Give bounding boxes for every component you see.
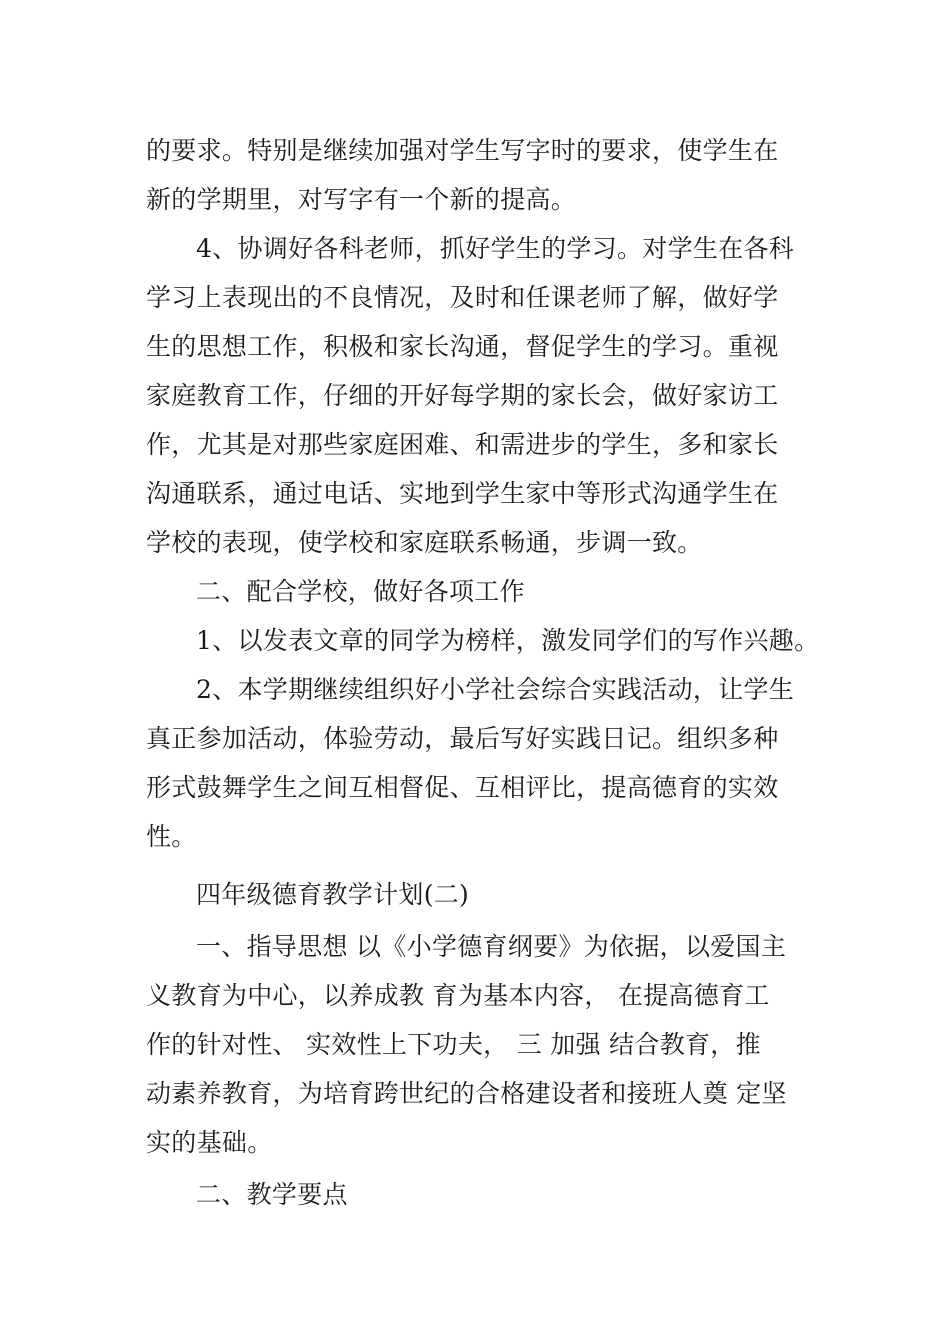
text-line: 作，尤其是对那些家庭困难、和需进步的学生，多和家长 (146, 430, 779, 459)
text-line: 沟通联系，通过电话、实地到学生家中等形式沟通学生在 (146, 479, 779, 508)
text-line: 的要求。特别是继续加强对学生写字时的要求，使学生在 (146, 136, 779, 165)
guiding-thought-heading: 一、指导思想 以《小学德育纲要》为依据，以爱国主 (196, 932, 787, 961)
paragraph-item-4: 4、协调好各科老师，抓好学生的学习。对学生在各科 (196, 234, 795, 263)
text-line: 新的学期里，对写字有一个新的提高。 (146, 185, 577, 214)
body-text-block-2 (146, 224, 820, 861)
text-line: 义教育为中心，以养成教 育为基本内容， 在提高德育工 (146, 981, 770, 1010)
section-heading-2: 二、配合学校，做好各项工作 (196, 577, 525, 606)
text-line: 学习上表现出的不良情况，及时和任课老师了解，做好学 (146, 283, 779, 312)
text-line: 家庭教育工作，仔细的开好每学期的家长会，做好家访工 (146, 381, 779, 410)
body-text-block-3 (146, 870, 816, 919)
body-text-block-5 (146, 1170, 816, 1219)
paragraph-item-2: 2、本学期继续组织好小学社会综合实践活动，让学生 (196, 675, 795, 704)
plan-title: 四年级德育教学计划(二) (196, 880, 470, 909)
teaching-points-heading: 二、教学要点 (196, 1180, 348, 1209)
text-line: 形式鼓舞学生之间互相督促、互相评比，提高德育的实效 (146, 773, 779, 802)
paragraph-item-1: 1、以发表文章的同学为榜样，激发同学们的写作兴趣。 (196, 626, 820, 655)
body-text-block-4 (146, 922, 816, 1167)
text-line: 作的针对性、 实效性上下功夫， 三 加强 结合教育，推 (146, 1030, 761, 1059)
text-line: 生的思想工作，积极和家长沟通，督促学生的学习。重视 (146, 332, 779, 361)
text-line: 动素养教育，为培育跨世纪的合格建设者和接班人奠 定坚 (146, 1079, 787, 1108)
text-line: 性。 (146, 822, 197, 851)
text-line: 学校的表现，使学校和家庭联系畅通，步调一致。 (146, 528, 703, 557)
text-line: 实的基础。 (146, 1128, 273, 1157)
text-line: 真正参加活动，体验劳动，最后写好实践日记。组织多种 (146, 724, 779, 753)
body-text-block-1 (146, 126, 816, 224)
